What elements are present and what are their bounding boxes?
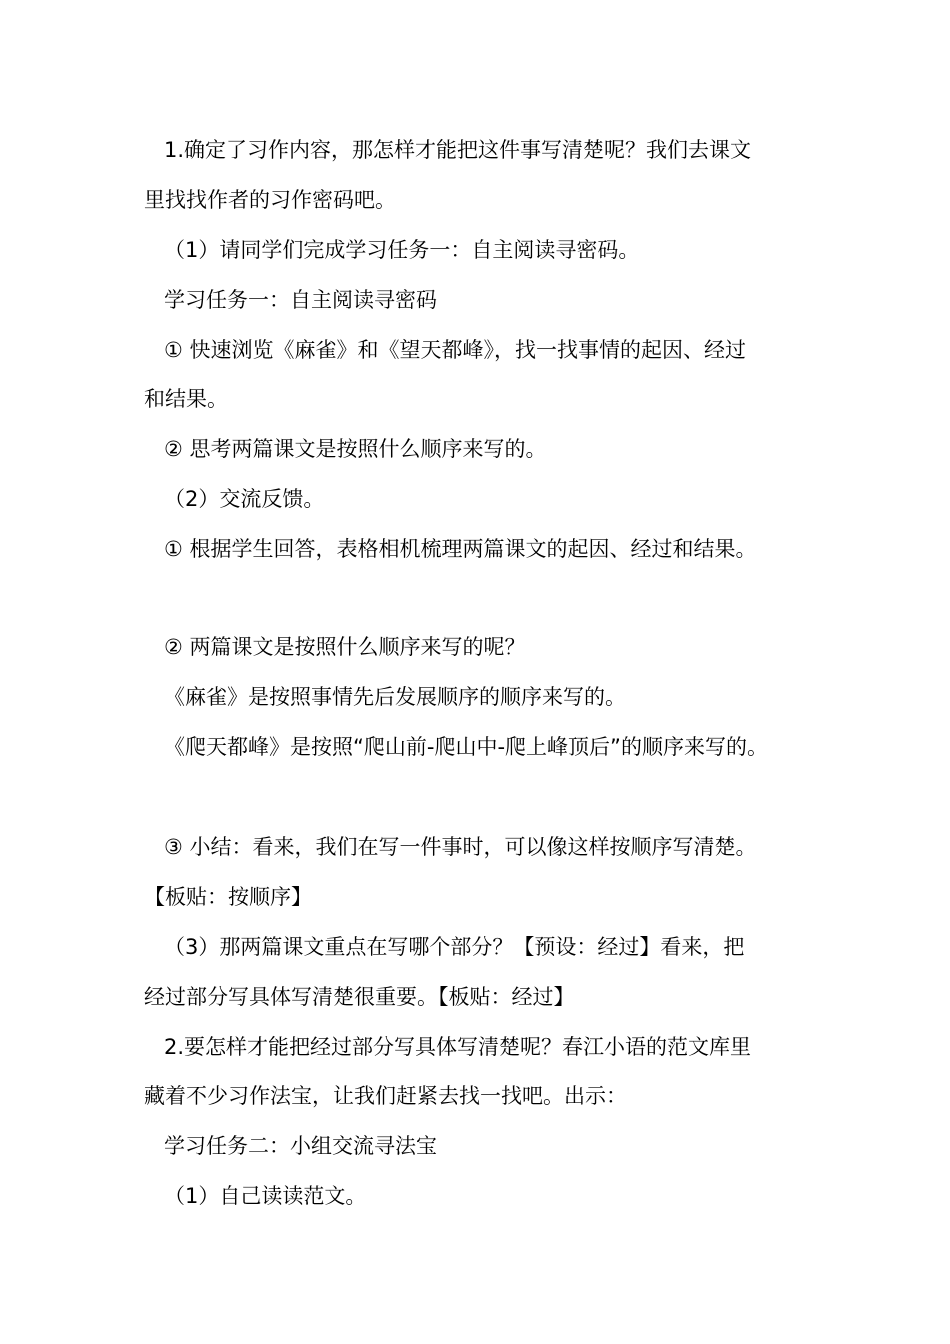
text-line: 里找找作者的习作密码吧。 <box>144 188 396 212</box>
text-line: ③ 小结：看来，我们在写一件事时，可以像这样按顺序写清楚。 <box>144 835 757 859</box>
text-line: 1.确定了习作内容，那怎样才能把这件事写清楚呢？我们去课文 <box>144 138 752 162</box>
text-line: ① 快速浏览《麻雀》和《望天都峰》，找一找事情的起因、经过 <box>144 338 747 362</box>
text-line: 《爬天都峰》是按照“爬山前-爬山中-爬上峰顶后”的顺序来写的。 <box>144 735 768 759</box>
text-line: （1）请同学们完成学习任务一：自主阅读寻密码。 <box>144 238 640 262</box>
text-line: 和结果。 <box>144 387 228 411</box>
text-line: 藏着不少习作法宝，让我们赶紧去找一找吧。出示： <box>144 1084 627 1108</box>
text-line: ① 根据学生回答，表格相机梳理两篇课文的起因、经过和结果。 <box>144 537 757 561</box>
text-line: （3）那两篇课文重点在写哪个部分？【预设：经过】看来，把 <box>144 935 745 959</box>
text-line: 2.要怎样才能把经过部分写具体写清楚呢？春江小语的范文库里 <box>144 1035 752 1059</box>
text-line: 《麻雀》是按照事情先后发展顺序的顺序来写的。 <box>144 685 627 709</box>
text-line: （2）交流反馈。 <box>144 487 325 511</box>
text-line: 学习任务二：小组交流寻法宝 <box>144 1134 438 1158</box>
text-line: 学习任务一：自主阅读寻密码 <box>144 288 438 312</box>
text-line: ② 两篇课文是按照什么顺序来写的呢？ <box>144 635 526 659</box>
text-line: 【板贴：按顺序】 <box>144 885 312 909</box>
text-line: 经过部分写具体写清楚很重要。【板贴：经过】 <box>144 985 575 1009</box>
text-line: （1）自己读读范文。 <box>144 1184 367 1208</box>
text-line: ② 思考两篇课文是按照什么顺序来写的。 <box>144 437 547 461</box>
